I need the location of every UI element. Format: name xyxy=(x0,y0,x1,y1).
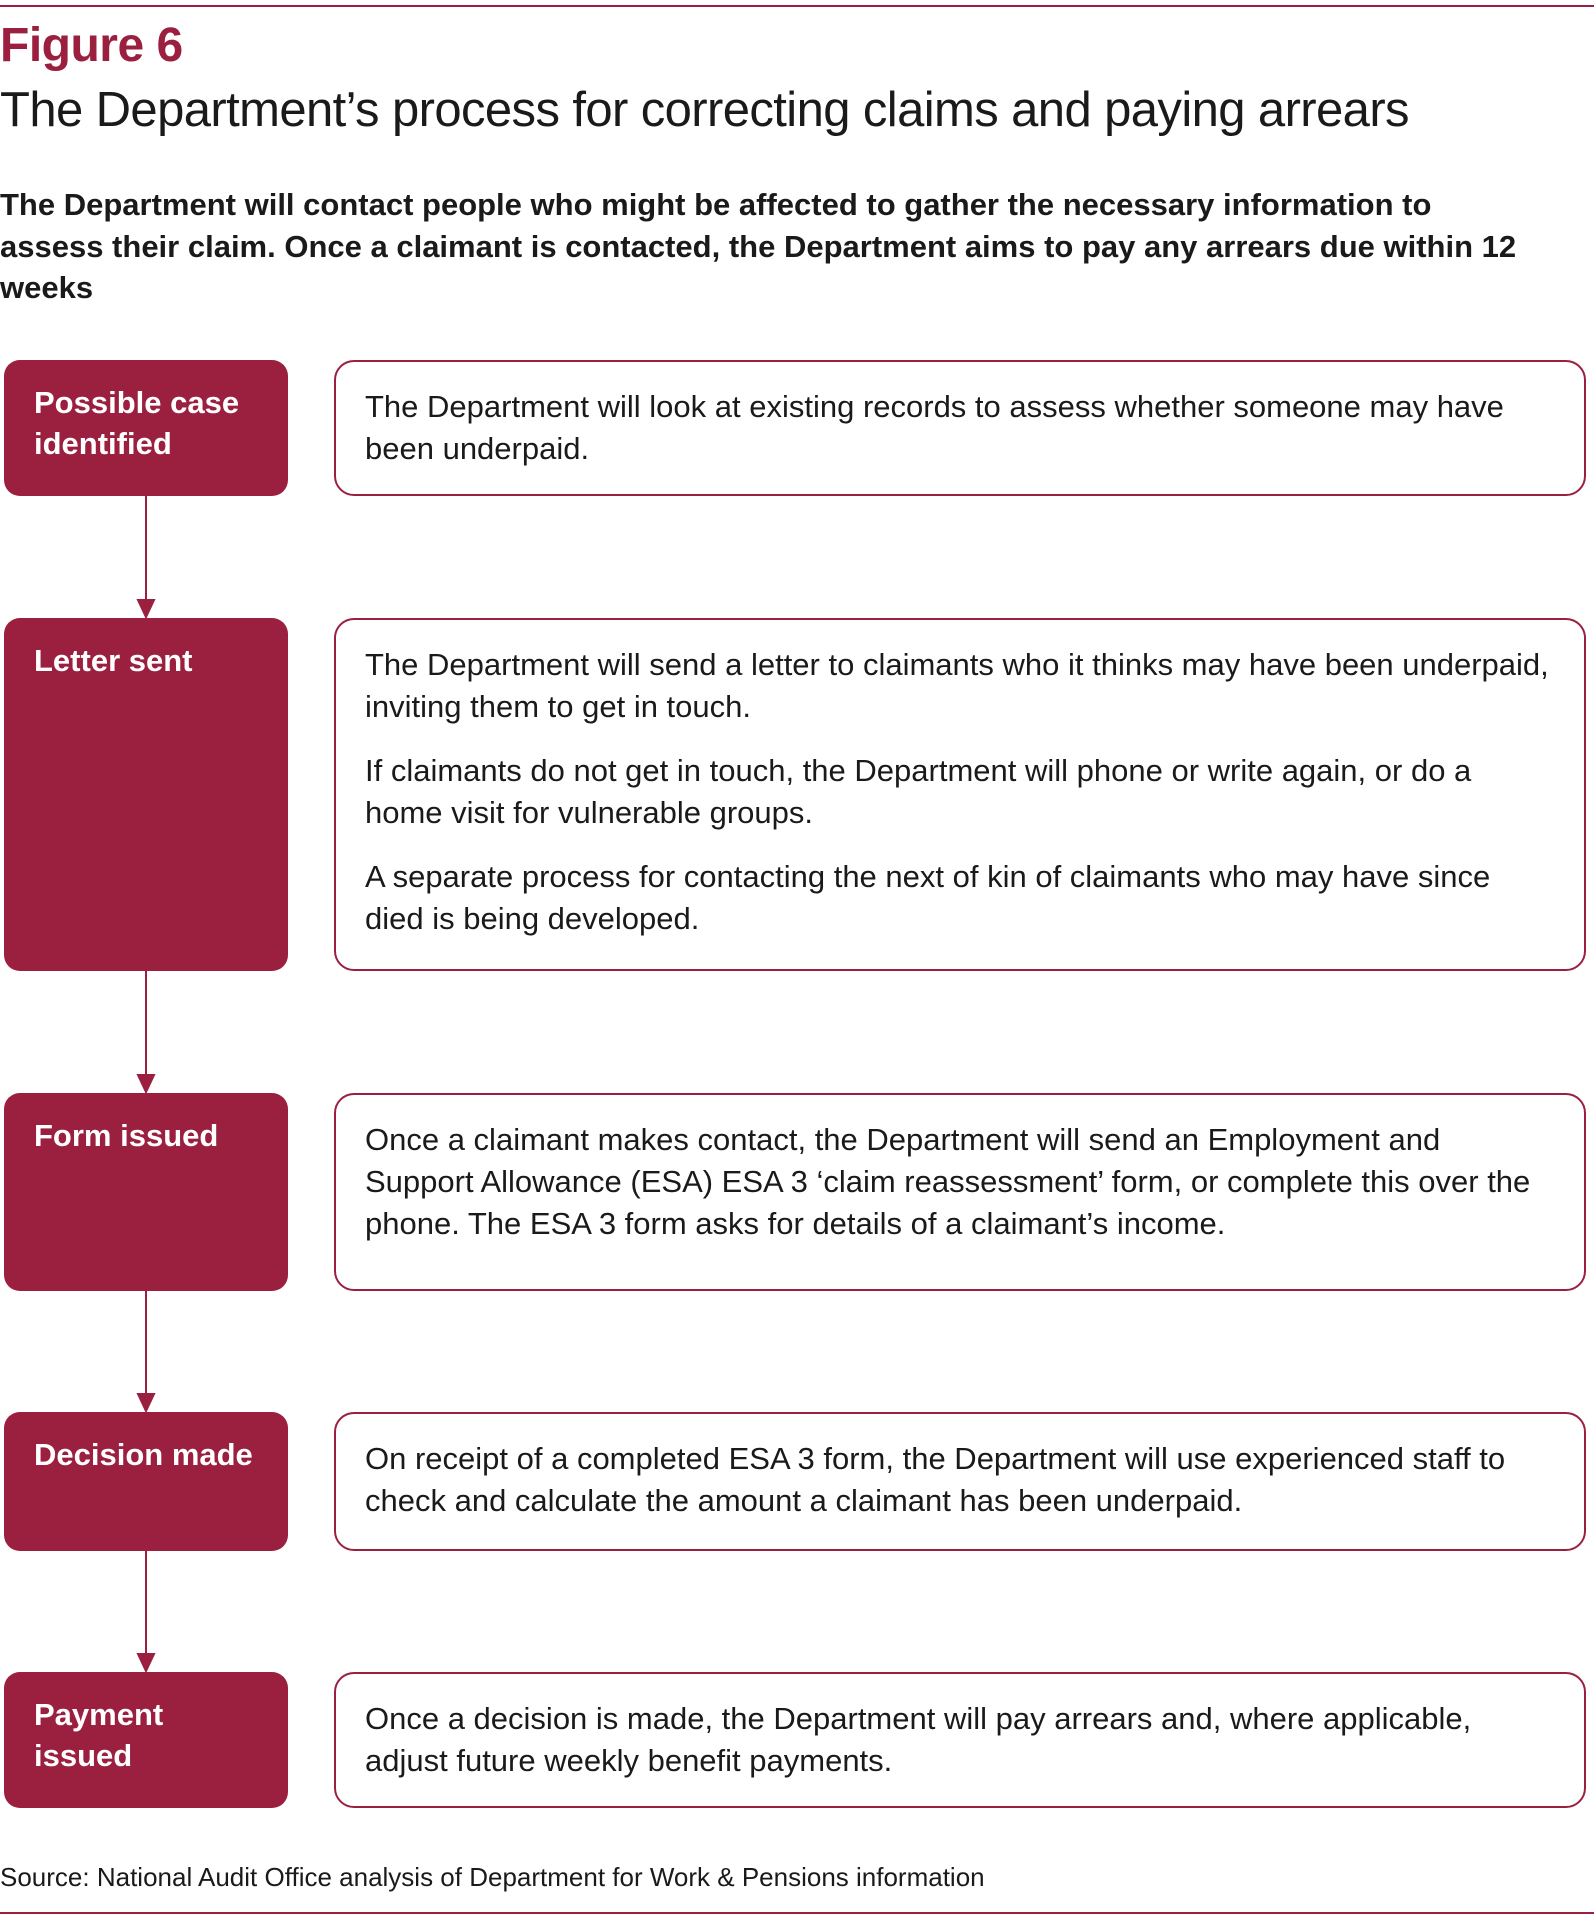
description-paragraph: On receipt of a completed ESA 3 form, the Department will use experienced staff to check and calculate the amount a claimant has been underpaid. xyxy=(365,1441,1506,1518)
step-decision-made: Decision made xyxy=(4,1412,288,1551)
connector-4 xyxy=(138,1551,154,1671)
step-description-payment-issued xyxy=(334,1672,1586,1808)
figure-label: Figure 6 xyxy=(0,19,183,72)
description-paragraph: Once a decision is made, the Department will pay arrears and, where applicable, adjust future weekly benefit payments. xyxy=(365,1701,1472,1778)
figure-subtitle: The Department will contact people who might be affected to gather the necessary information to assess their claim. Once a claimant is contacted, the Department aims to pay any arrears due within 12 weeks xyxy=(0,187,1517,305)
step-description-decision-made xyxy=(334,1412,1586,1551)
description-paragraph: The Department will send a letter to claimants who it thinks may have been underpaid, inviting them to get in touch. xyxy=(365,647,1549,724)
arrow-head-icon xyxy=(138,1654,154,1671)
description-paragraph: A separate process for contacting the next of kin of claimants who may have since died is being developed. xyxy=(365,859,1491,936)
step-form-issued: Form issued xyxy=(4,1093,288,1291)
description-paragraph: The Department will look at existing records to assess whether someone may have been underpaid. xyxy=(365,389,1504,466)
source-note: Source: National Audit Office analysis of Department for Work & Pensions information xyxy=(0,1862,985,1892)
step-letter-sent: Letter sent xyxy=(4,618,288,971)
connector-3 xyxy=(138,1291,154,1411)
arrow-head-icon xyxy=(138,1075,154,1092)
step-possible-case-identified: Possible case identified xyxy=(4,360,288,496)
step-description-letter-sent xyxy=(334,618,1586,971)
arrow-head-icon xyxy=(138,1394,154,1411)
step-payment-issued: Payment issued xyxy=(4,1672,288,1808)
connector-1 xyxy=(138,496,154,617)
bottom-rule xyxy=(0,1912,1594,1914)
step-description-possible-case-identified xyxy=(334,360,1586,496)
description-paragraph: If claimants do not get in touch, the Department will phone or write again, or do a home visit for vulnerable groups. xyxy=(365,753,1472,830)
step-description-form-issued xyxy=(334,1093,1586,1291)
connector-2 xyxy=(138,971,154,1092)
figure-title: The Department’s process for correcting claims and paying arrears xyxy=(0,83,1409,137)
description-paragraph: Once a claimant makes contact, the Department will send an Employment and Support Allowance (ESA) ESA 3 ‘claim reassessment’ form, or complete this over the phone. The ESA 3 form asks for details of a claimant’s income. xyxy=(365,1122,1531,1241)
arrow-head-icon xyxy=(138,600,154,617)
